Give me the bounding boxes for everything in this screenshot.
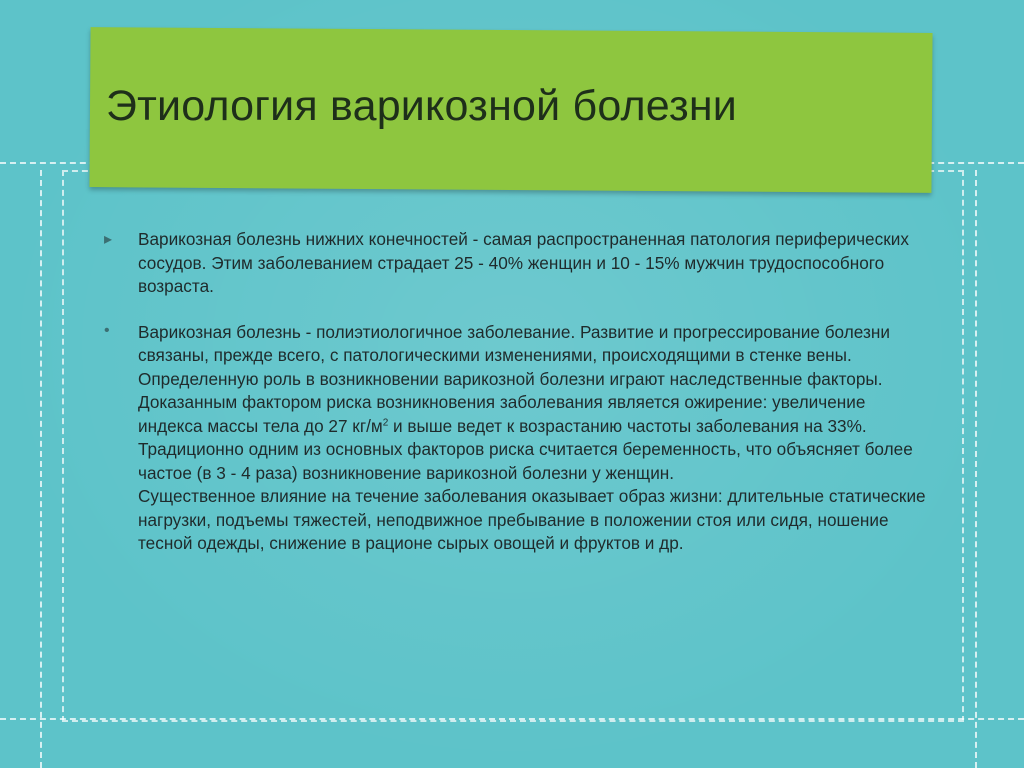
bullet-text-2 — [138, 321, 934, 556]
paragraph-line: Определенную роль в возникновении варикозной болезни играют наследственные факторы. — [138, 368, 883, 389]
bullet-dot-icon: • — [104, 321, 110, 339]
paragraph-line: Традиционно одним из основных факторов риска считается беременность, что объясняет более частое (в 3 - 4 раза) возникновение варикозной болезни у женщин. — [138, 439, 913, 483]
bullet-text-1: Варикозная болезнь нижних конечностей - самая распространенная патология периферических сосудов. Этим заболеванием страдает 25 - 40% женщин и 10 - 15% мужчин трудоспособного возраста. — [138, 229, 909, 296]
right-stitch — [975, 170, 977, 768]
paragraph-line: Существенное влияние на течение заболевания оказывает образ жизни: длительные статические нагрузки, подъемы тяжестей, неподвижное пребывание в положении стоя или сидя, ношение тесной одежды, снижение в рационе сырых овощей и фруктов и др. — [138, 486, 926, 553]
slide-content — [104, 228, 934, 556]
left-stitch — [40, 170, 42, 768]
bullet-item-1 — [104, 228, 934, 299]
paragraph-line: Доказанным фактором риска возникновения заболевания является ожирение: увеличение индекса массы тела до 27 $кг/м^2$ и выше ведет к возрастанию частоты заболевания на 33%. — [138, 392, 867, 436]
superscript-2: 2 — [382, 416, 389, 428]
slide-title: Этиология варикозной болезни — [106, 82, 738, 130]
bullet-arrow-icon: ▸ — [104, 231, 113, 248]
bullet-item-2 — [104, 321, 934, 556]
paragraph-line: Варикозная болезнь - полиэтиологичное заболевание. Развитие и прогрессирование болезни связаны, прежде всего, с патологическими изменениями, происходящими в стенке вены. — [138, 321, 890, 365]
